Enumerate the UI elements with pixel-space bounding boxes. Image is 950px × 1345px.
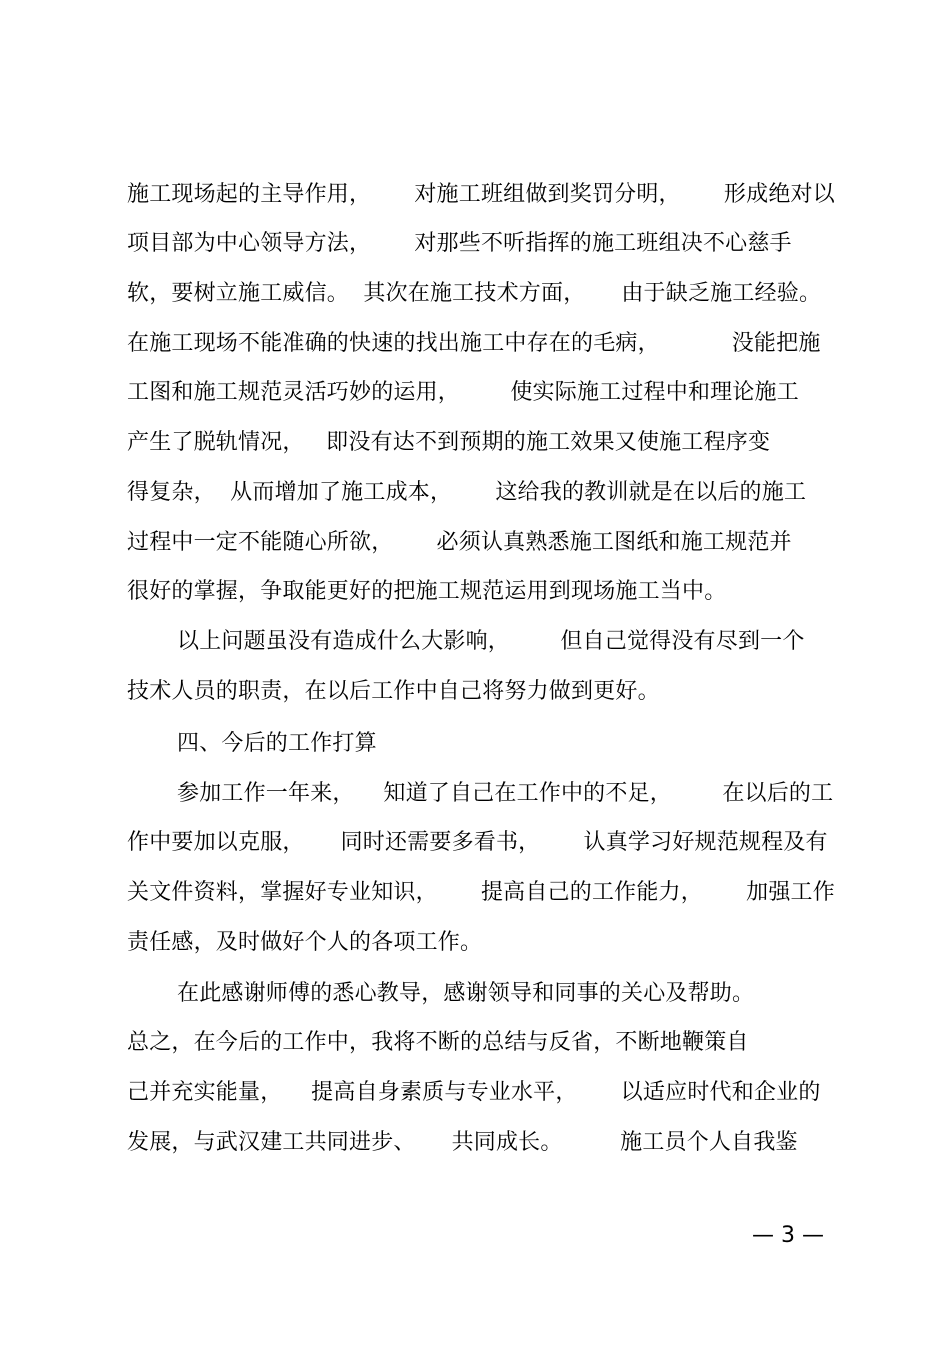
text-line: 得复杂， 从而增加了施工成本， 这给我的教训就是在以后的施工 — [127, 480, 807, 505]
text-line: 产生了脱轨情况， 即没有达不到预期的施工效果又使施工程序变 — [127, 430, 771, 455]
text-line: 技术人员的职责，在以后工作中自己将努力做到更好。 — [127, 679, 660, 704]
text-line: 很好的掌握，争取能更好的把施工规范运用到现场施工当中。 — [127, 579, 727, 604]
text-line: 责任感，及时做好个人的各项工作。 — [127, 930, 483, 955]
text-line: 发展，与武汉建工共同进步、 共同成长。 施工员个人自我鉴 — [127, 1130, 798, 1155]
text-line: 作中要加以克服， 同时还需要多看书， 认真学习好规范规程及有 — [127, 830, 828, 855]
text-line: 在施工现场不能准确的快速的找出施工中存在的毛病， 没能把施 — [127, 331, 821, 356]
text-line: 己并充实能量， 提高自身素质与专业水平， 以适应时代和企业的 — [127, 1080, 821, 1105]
paragraph-first-line: 在此感谢师傅的悉心教导，感谢领导和同事的关心及帮助。 — [177, 981, 755, 1006]
text-line: 工图和施工规范灵活巧妙的运用， 使实际施工过程中和理论施工 — [127, 380, 799, 405]
paragraph-first-line: 以上问题虽没有造成什么大影响， 但自己觉得没有尽到一个 — [177, 629, 805, 654]
section-heading: 四、今后的工作打算 — [177, 731, 377, 756]
text-line: 项目部为中心领导方法， 对那些不听指挥的施工班组决不心慈手 — [127, 231, 792, 256]
text-line: 软，要树立施工威信。 其次在施工技术方面， 由于缺乏施工经验。 — [127, 281, 822, 306]
text-line: 关文件资料，掌握好专业知识， 提高自己的工作能力， 加强工作 — [127, 880, 835, 905]
text-line: 总之，在今后的工作中，我将不断的总结与反省，不断地鞭策自 — [127, 1030, 749, 1055]
text-line: 过程中一定不能随心所欲， 必须认真熟悉施工图纸和施工规范并 — [127, 530, 792, 555]
text-line: 施工现场起的主导作用， 对施工班组做到奖罚分明， 形成绝对以 — [127, 182, 835, 207]
paragraph-first-line: 参加工作一年来， 知道了自己在工作中的不足， 在以后的工 — [177, 781, 834, 806]
page-number: — 3 — — [752, 1223, 824, 1248]
